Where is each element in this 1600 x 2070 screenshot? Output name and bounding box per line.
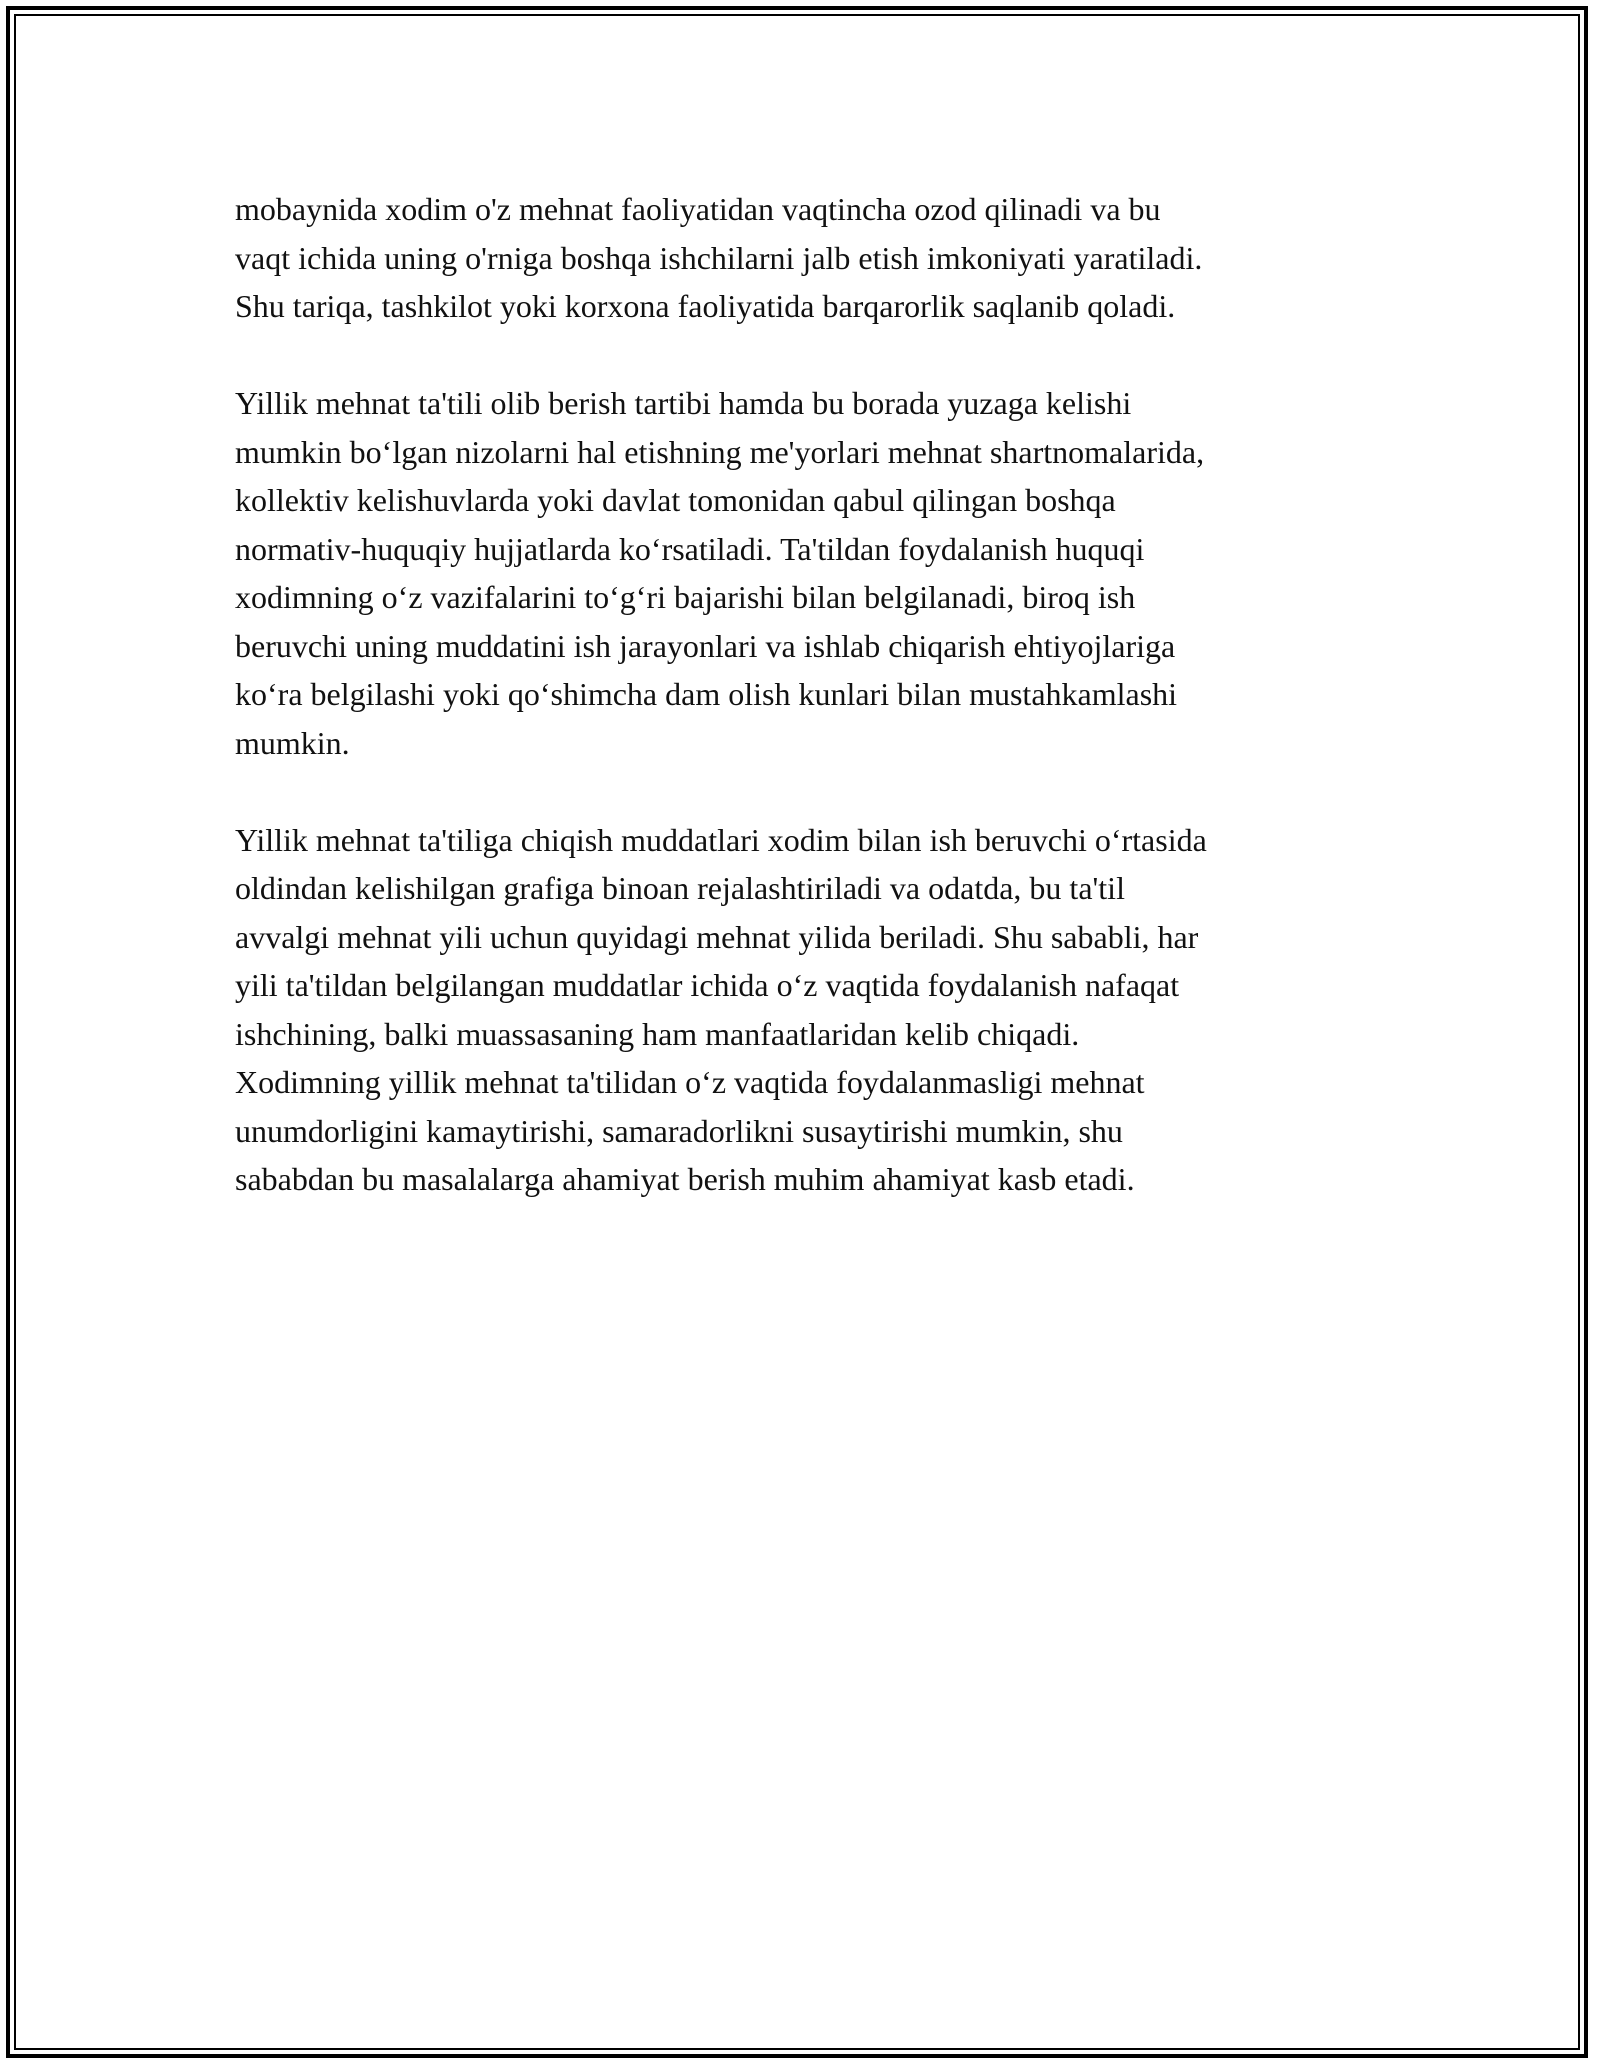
text-line: beruvchi uning muddatini ish jarayonlari va ishlab chiqarish ehtiyojlariga xyxy=(235,627,1176,664)
text-line: mumkin bo‘lgan nizolarni hal etishning me'yorlari mehnat shartnomalarida, xyxy=(235,433,1205,470)
paragraph-1 xyxy=(235,185,1365,331)
text-line: oldindan kelishilgan grafiga binoan rejalashtiriladi va odatda, bu ta'til xyxy=(235,870,1125,906)
text-line: unumdorligini kamaytirishi, samaradorlikni susaytirishi mumkin, shu xyxy=(235,1112,1123,1149)
text-line: ishchining, balki muassasaning ham manfaatlaridan kelib chiqadi. xyxy=(235,1015,1080,1052)
paragraph-2 xyxy=(235,379,1365,767)
paragraph-3 xyxy=(235,816,1365,1204)
text-line: xodimning o‘z vazifalarini to‘g‘ri bajarishi bilan belgilanadi, biroq ish xyxy=(235,579,1136,615)
text-line: kollektiv kelishuvlarda yoki davlat tomonidan qabul qilingan boshqa xyxy=(235,482,1116,518)
text-line: vaqt ichida uning o'rniga boshqa ishchilarni jalb etish imkoniyati yaratiladi. xyxy=(235,239,1203,276)
text-line: yili ta'tildan belgilangan muddatlar ichida o‘z vaqtida foydalanish nafaqat xyxy=(235,967,1180,1003)
document-body xyxy=(235,185,1365,1252)
text-line: sababdan bu masalalarga ahamiyat berish muhim ahamiyat kasb etadi. xyxy=(235,1161,1135,1197)
text-line: Xodimning yillik mehnat ta'tilidan o‘z vaqtida foydalanmasligi mehnat xyxy=(235,1064,1145,1100)
text-line: ko‘ra belgilashi yoki qo‘shimcha dam olish kunlari bilan mustahkamlashi xyxy=(235,676,1178,712)
text-line: mumkin. xyxy=(235,724,350,761)
text-line: Shu tariqa, tashkilot yoki korxona faoliyatida barqarorlik saqlanib qoladi. xyxy=(235,288,1176,324)
text-line: normativ-huquqiy hujjatlarda ko‘rsatiladi. Ta'tildan foydalanish huquqi xyxy=(235,530,1145,567)
text-line: Yillik mehnat ta'tili olib berish tartibi hamda bu borada yuzaga kelishi xyxy=(235,385,1132,421)
text-line: mobaynida xodim o'z mehnat faoliyatidan vaqtincha ozod qilinadi va bu xyxy=(235,191,1161,227)
text-line: avvalgi mehnat yili uchun quyidagi mehnat yilida beriladi. Shu sababli, har xyxy=(235,918,1199,955)
text-line: Yillik mehnat ta'tiliga chiqish muddatlari xodim bilan ish beruvchi o‘rtasida xyxy=(235,821,1207,858)
